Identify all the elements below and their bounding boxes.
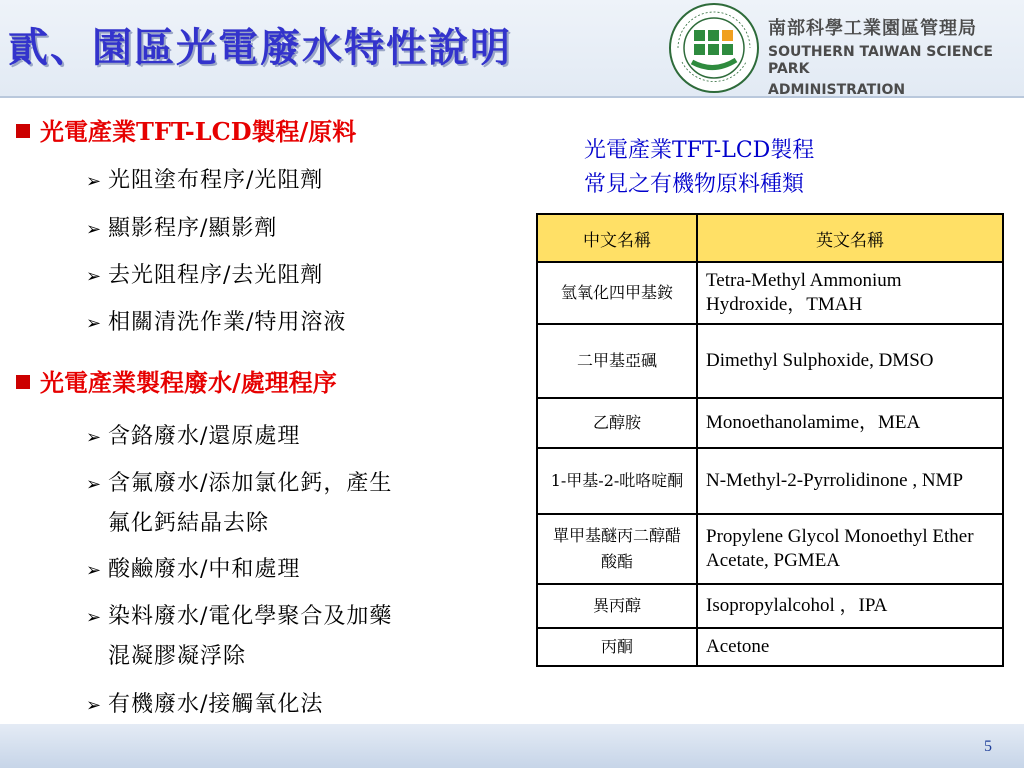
arrow-bullet-icon: ➢ bbox=[86, 695, 102, 716]
column-header-en: 英文名稱 bbox=[697, 214, 1003, 262]
section-heading-1 bbox=[16, 112, 356, 147]
list-item-text: 含鉻廢水/還原處理 bbox=[108, 424, 301, 449]
cell-cn-name: 乙醇胺 bbox=[537, 398, 697, 448]
list-item-continuation: 氟化鈣結晶去除 bbox=[108, 511, 270, 536]
arrow-bullet-icon: ➢ bbox=[86, 171, 102, 192]
table-caption-line-2: 常見之有機物原料種類 bbox=[584, 172, 805, 197]
list-item-text: 酸鹼廢水/中和處理 bbox=[108, 557, 301, 582]
section-heading-text: 光電產業製程廢水/處理程序 bbox=[40, 368, 337, 397]
arrow-bullet-icon: ➢ bbox=[86, 219, 102, 240]
table-row bbox=[537, 584, 1003, 628]
list-item bbox=[86, 420, 300, 455]
list-item bbox=[86, 164, 323, 199]
slide-footer bbox=[0, 724, 1024, 768]
cell-cn-name: 二甲基亞碸 bbox=[537, 324, 697, 398]
cell-en-name: Monoethanolamime，MEA bbox=[697, 398, 1003, 448]
section-heading-text: 光電產業TFT-LCD製程/原料 bbox=[40, 117, 357, 146]
cell-cn-name: 異丙醇 bbox=[537, 584, 697, 628]
list-item bbox=[86, 259, 323, 294]
table-row bbox=[537, 324, 1003, 398]
table-caption-line-1: 光電產業TFT-LCD製程 bbox=[584, 138, 815, 163]
table-row bbox=[537, 514, 1003, 584]
arrow-bullet-icon: ➢ bbox=[86, 313, 102, 334]
list-item-continuation: 混凝膠凝浮除 bbox=[108, 644, 247, 669]
list-item bbox=[86, 467, 392, 502]
org-name-block bbox=[768, 14, 1024, 99]
org-name-en-2: ADMINISTRATION bbox=[768, 82, 906, 98]
cell-cn-name: 單甲基醚丙二醇醋酸酯 bbox=[537, 514, 697, 584]
arrow-bullet-icon: ➢ bbox=[86, 474, 102, 495]
cell-en-name: Acetone bbox=[697, 628, 1003, 666]
table-row bbox=[537, 628, 1003, 666]
park-logo-icon bbox=[668, 2, 760, 94]
slide-title: 貳、園區光電廢水特性說明 bbox=[8, 24, 512, 71]
square-bullet-icon bbox=[16, 375, 30, 389]
arrow-bullet-icon: ➢ bbox=[86, 607, 102, 628]
page-number: 5 bbox=[984, 738, 992, 755]
list-item-text: 去光阻程序/去光阻劑 bbox=[108, 263, 324, 288]
cell-cn-name: 丙酮 bbox=[537, 628, 697, 666]
column-header-cn: 中文名稱 bbox=[537, 214, 697, 262]
org-name-cn: 南部科學工業園區管理局 bbox=[768, 18, 977, 39]
list-item bbox=[86, 600, 392, 635]
list-item-text: 顯影程序/顯影劑 bbox=[108, 216, 278, 241]
table-header-row bbox=[537, 214, 1003, 262]
arrow-bullet-icon: ➢ bbox=[86, 266, 102, 287]
list-item bbox=[86, 553, 300, 588]
list-item bbox=[86, 212, 277, 247]
cell-en-name: Tetra-Methyl Ammonium Hydroxide，TMAH bbox=[697, 262, 1003, 324]
organic-materials-table bbox=[536, 213, 1004, 667]
arrow-bullet-icon: ➢ bbox=[86, 560, 102, 581]
org-name-en-1: SOUTHERN TAIWAN SCIENCE PARK bbox=[768, 44, 993, 77]
cell-cn-name: 1-甲基-2-吡咯啶酮 bbox=[537, 448, 697, 514]
table-row bbox=[537, 398, 1003, 448]
list-item-text: 有機廢水/接觸氧化法 bbox=[108, 692, 324, 717]
cell-en-name: N-Methyl-2-Pyrrolidinone , NMP bbox=[697, 448, 1003, 514]
list-item-text: 含氟廢水/添加氯化鈣，產生 bbox=[108, 471, 393, 496]
list-item-text: 光阻塗布程序/光阻劑 bbox=[108, 168, 324, 193]
table-caption bbox=[584, 134, 954, 202]
slide-header bbox=[0, 0, 1024, 98]
cell-en-name: Propylene Glycol Monoethyl Ether Acetate, PGMEA bbox=[697, 514, 1003, 584]
table-row bbox=[537, 262, 1003, 324]
arrow-bullet-icon: ➢ bbox=[86, 427, 102, 448]
list-item bbox=[86, 688, 323, 723]
table-row bbox=[537, 448, 1003, 514]
list-item-text: 相關清洗作業/特用溶液 bbox=[108, 310, 347, 335]
cell-en-name: Dimethyl Sulphoxide, DMSO bbox=[697, 324, 1003, 398]
section-heading-2 bbox=[16, 363, 337, 398]
square-bullet-icon bbox=[16, 124, 30, 138]
list-item bbox=[86, 306, 346, 341]
list-item-text: 染料廢水/電化學聚合及加藥 bbox=[108, 604, 393, 629]
cell-en-name: Isopropylalcohol ，IPA bbox=[697, 584, 1003, 628]
cell-cn-name: 氫氧化四甲基銨 bbox=[537, 262, 697, 324]
